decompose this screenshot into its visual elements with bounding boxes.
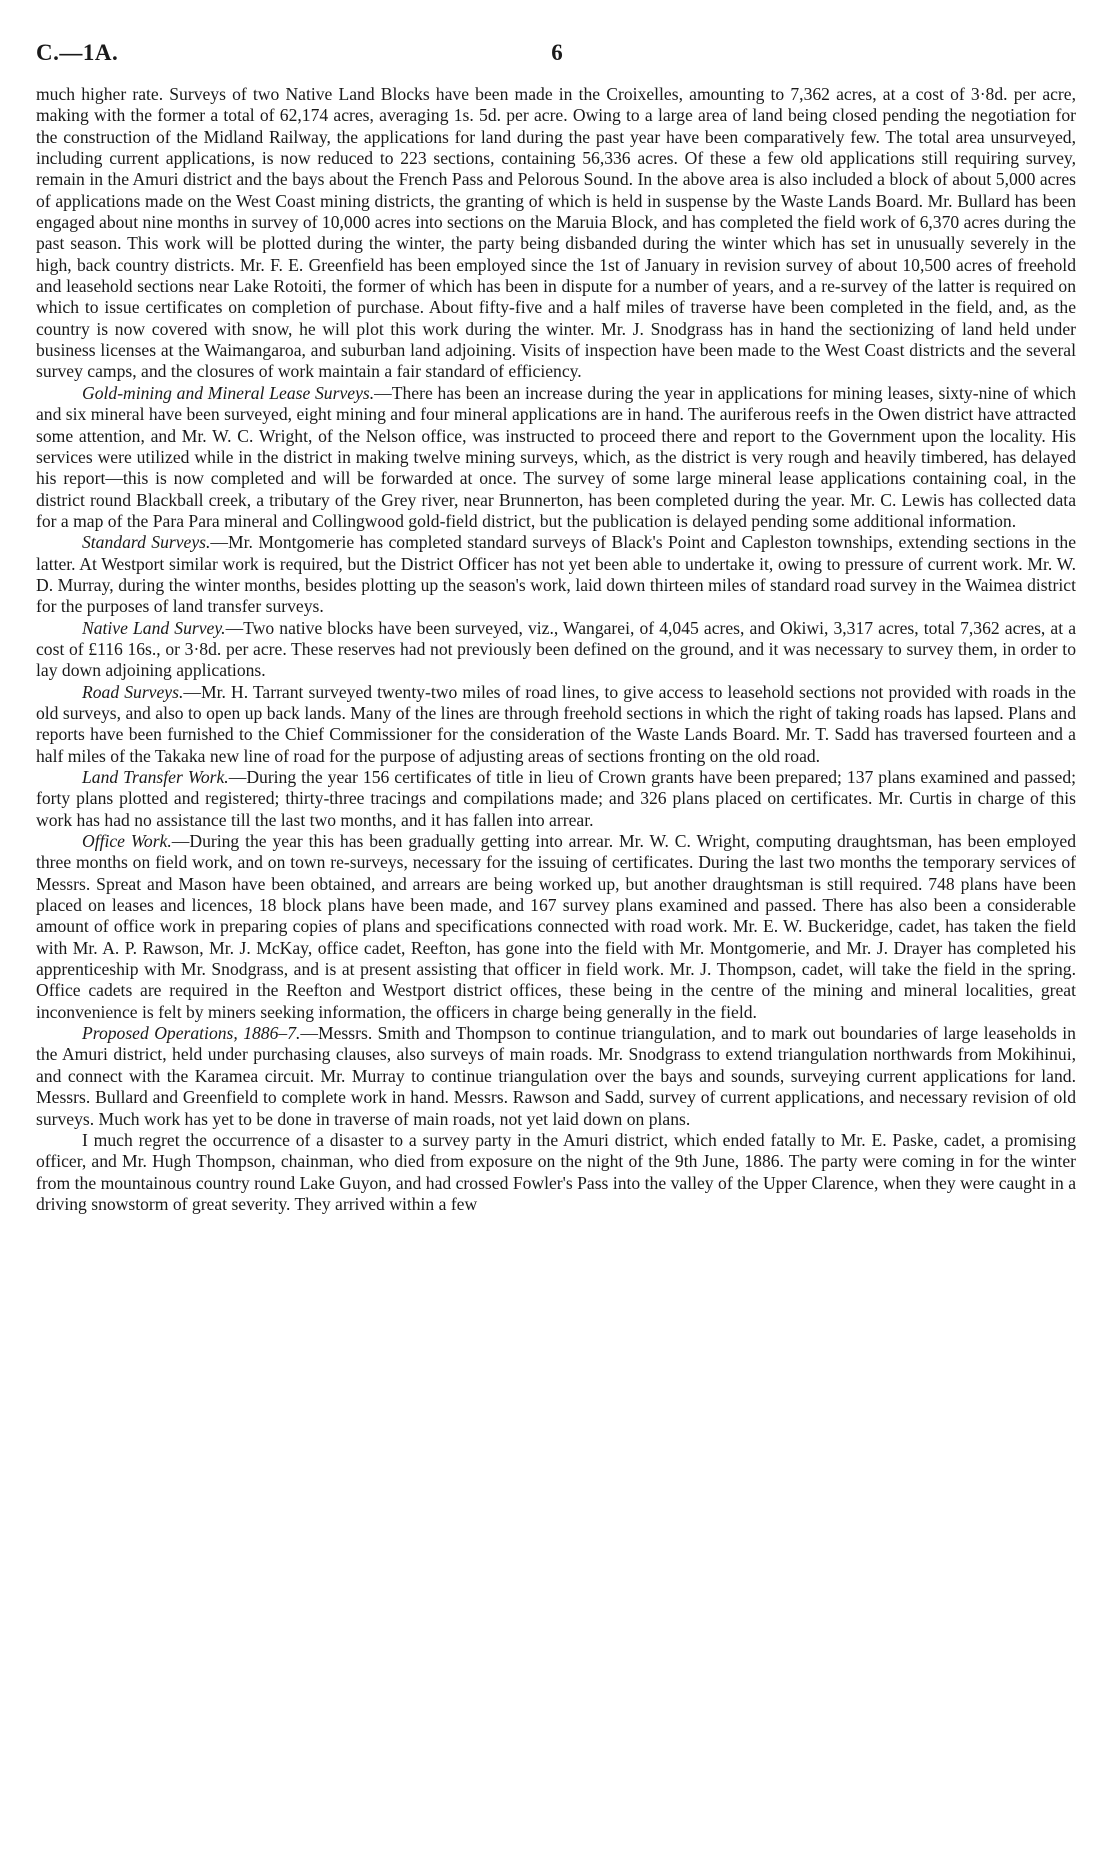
- paragraph-text: —Mr. Montgomerie has completed standard surveys of Black's Point and Capleston townships, extending sections in the latter. At Westport similar work is required, but the District Officer has not yet been able to undertake it, owing to pressure of current work. Mr. W. D. Murray, during the winter months, besides plotting up the season's work, laid down thirteen miles of standard road survey in the Waimea district for the purposes of land transfer surveys.: [36, 532, 1076, 617]
- paragraph-text: —There has been an increase during the year in applications for mining leases, sixty-nine of which and six mineral have been surveyed, eight mining and four mineral applications are in hand. The auriferous reefs in the Owen district have attracted some attention, and Mr. W. C. Wright, of the Nelson office, was instructed to proceed there and report to the Government upon the locality. His services were utilized while in the district in making twelve mining surveys, which, as the district is very rough and heavily timbered, has delayed his report—this is now completed and will be forwarded at once. The survey of some large mineral lease applications containing coal, in the district round Blackball creek, a tributary of the Grey river, near Brunnerton, has been completed during the year. Mr. C. Lewis has collected data for a map of the Para Para mineral and Collingwood gold-field district, but the publication is delayed pending some additional information.: [36, 382, 1077, 531]
- paragraph-text: —Messrs. Smith and Thompson to continue triangulation, and to mark out boundaries of large leaseholds in the Amuri district, held under purchasing clauses, also surveys of main roads. Mr. Snodgrass to extend triangulation northwards from Mokihinui, and connect with the Karamea circuit. Mr. Murray to continue triangulation over the bays and sounds, surveying current applications for land. Messrs. Bullard and Greenfield to complete work in hand. Messrs. Rawson and Sadd, survey of current applications, and necessary revision of old surveys. Much work has yet to be done in traverse of main roads, not yet laid down on plans.: [36, 1023, 1076, 1129]
- paper-code: C.—1A.: [36, 40, 119, 65]
- page-header: [36, 40, 1078, 70]
- section-heading: Native Land Survey.: [82, 617, 226, 638]
- section-heading: Office Work.: [82, 831, 172, 852]
- paragraph-native-land-survey: [36, 618, 1076, 682]
- paragraph-text: much higher rate. Surveys of two Native Land Blocks have been made in the Croixelles, amounting to 7,362 acres, at a cost of 3·8d. per acre, making with the former a total of 62,174 acres, averaging 1s. 5d. per acre. Owing to a large area of land being closed pending the negotiation for the construction of the Midland Railway, the applications for land during the past year have been comparatively few. The total area unsurveyed, including current applications, is now reduced to 223 sections, containing 56,336 acres. Of these a few old applications still requiring survey, remain in the Amuri district and the bays about the French Pass and Pelorous Sound. In the above area is also included a block of about 5,000 acres of applications made on the West Coast mining districts, the granting of which is held in suspense by the Waste Lands Board. Mr. Bullard has been engaged about nine months in survey of 10,000 acres into sections on the Maruia Block, and has completed the field work of 6,370 acres during the past season. This work will be plotted during the winter, the party being disbanded during the winter which has set in unusually severely in the high, back country districts. Mr. F. E. Greenfield has been employed since the 1st of January in revision survey of about 10,500 acres of freehold and leasehold sections near Lake Rotoiti, the former of which has been in dispute for a number of years, and a re-survey of the latter is required on which to issue certificates on completion of purchase. About fifty-five and a half miles of traverse have been completed in the field, and, as the country is now covered with snow, he will plot this work during the winter. Mr. J. Snodgrass has in hand the sectionizing of land held under business licenses at the Waimangaroa, and suburban land adjoining. Visits of inspection have been made to the West Coast districts and the several survey camps, and the closures of work maintain a fair standard of efficiency.: [36, 84, 1076, 382]
- section-heading: Standard Surveys.: [82, 532, 211, 553]
- paragraph-text: —During the year 156 certificates of title in lieu of Crown grants have been prepared; 137 plans examined and passed; forty plans plotted and registered; thirty-three tracings and compilations made; and 326 plans placed on certificates. Mr. Curtis in charge of this work has had no assistance till the last two months, and it has fallen into arrear.: [36, 767, 1077, 830]
- paragraph-continuation: [36, 84, 1076, 383]
- paragraph-standard-surveys: [36, 532, 1076, 617]
- paragraph-text: —Two native blocks have been surveyed, viz., Wangarei, of 4,045 acres, and Okiwi, 3,317 acres, total 7,362 acres, at a cost of £116 16s., or 3·8d. per acre. These reserves had not previously been defined on the ground, and it was necessary to survey them, in order to lay down adjoining applications.: [36, 617, 1076, 681]
- body-text: [36, 84, 1076, 1215]
- paragraph-land-transfer: [36, 767, 1076, 831]
- page-number: 6: [551, 40, 563, 65]
- paragraph-proposed-operations: [36, 1023, 1076, 1130]
- paragraph-gold-mining: [36, 383, 1076, 532]
- section-heading: Road Surveys.: [82, 681, 184, 702]
- paragraph-road-surveys: [36, 682, 1076, 767]
- paragraph-disaster: [36, 1130, 1076, 1215]
- section-heading: Proposed Operations, 1886–7.: [82, 1023, 301, 1044]
- section-heading: Land Transfer Work.: [82, 767, 229, 787]
- section-heading: Gold-mining and Mineral Lease Surveys.: [82, 382, 375, 403]
- paragraph-text: —During the year this has been gradually getting into arrear. Mr. W. C. Wright, computing draughtsman, has been employed three months on field work, and on town re-surveys, necessary for the issuing of certificates. During the last two months the temporary services of Messrs. Spreat and Mason have been obtained, and arrears are being worked up, but another draughtsman is still required. 748 plans have been placed on leases and licences, 18 block plans have been made, and 167 survey plans examined and passed. There has also been a considerable amount of office work in preparing copies of plans and specifications connected with road work. Mr. E. W. Buckeridge, cadet, has taken the field with Mr. A. P. Rawson, Mr. J. McKay, office cadet, Reefton, has gone into the field with Mr. Montgomerie, and Mr. J. Drayer has completed his apprenticeship with Mr. Snodgrass, and is at present assisting that officer in field work. Mr. J. Thompson, cadet, will take the field in the spring. Office cadets are required in the Reefton and Westport district offices, these being in the centre of the mining and mineral localities, great inconvenience is felt by miners seeking information, the officers in charge being generally in the field.: [36, 831, 1076, 1022]
- paragraph-text: —Mr. H. Tarrant surveyed twenty-two miles of road lines, to give access to leasehold sections not provided with roads in the old surveys, and also to open up back lands. Many of the lines are through freehold sections in which the right of taking roads has lapsed. Plans and reports have been furnished to the Chief Commissioner for the consideration of the Waste Lands Board. Mr. T. Sadd has traversed fourteen and a half miles of the Takaka new line of road for the purpose of adjusting areas of sections fronting on the old road.: [36, 681, 1076, 766]
- paragraph-text: I much regret the occurrence of a disaster to a survey party in the Amuri district, which ended fatally to Mr. E. Paske, cadet, a promising officer, and Mr. Hugh Thompson, chainman, who died from exposure on the night of the 9th June, 1886. The party were coming in for the winter from the mountainous country round Lake Guyon, and had crossed Fowler's Pass into the valley of the Upper Clarence, when they were caught in a driving snowstorm of great severity. They arrived within a few: [36, 1129, 1076, 1214]
- paragraph-office-work: [36, 831, 1076, 1023]
